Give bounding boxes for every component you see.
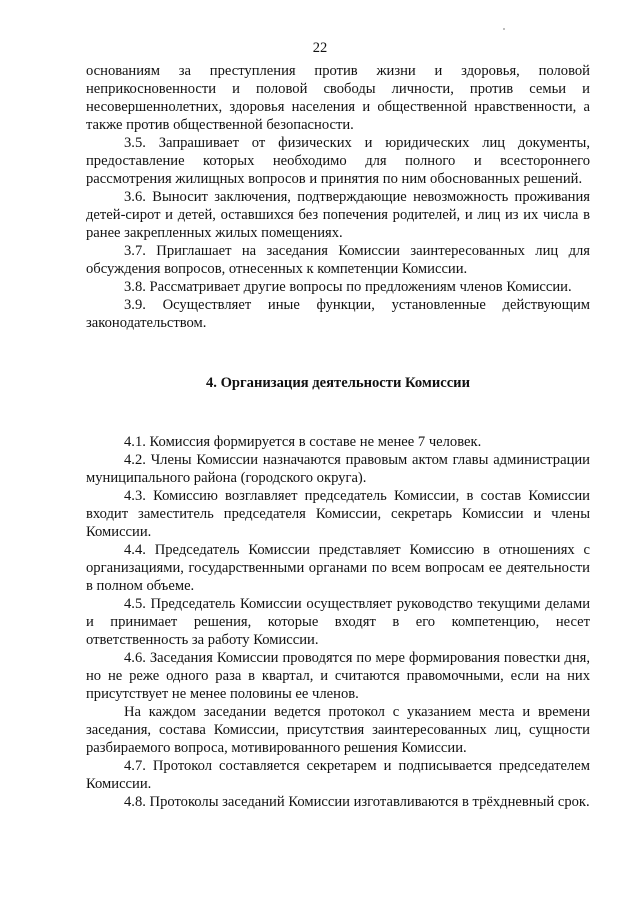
paragraph-protocol-note: На каждом заседании ведется протокол с указанием места и времени заседания, состава Комиссии, присутствия заинтересованных лиц, сущности разбираемого вопроса, мотивированного решения Комиссии. [86, 704, 590, 756]
paragraph-4-3: 4.3. Комиссию возглавляет председатель Комиссии, в состав Комиссии входит заместитель председателя Комиссии, секретарь Комиссии и члены Комиссии. [86, 488, 590, 540]
scan-speck [503, 28, 505, 30]
paragraph-4-6: 4.6. Заседания Комиссии проводятся по мере формирования повестки дня, но не реже одного раза в квартал, и считаются правомочными, если на них присутствует не менее половины ее членов. [86, 650, 590, 702]
paragraph-3-5: 3.5. Запрашивает от физических и юридических лиц документы, предоставление которых необходимо для полного и всестороннего рассмотрения жилищных вопросов и принятия по ним обоснованных решений. [86, 135, 590, 187]
document-body [86, 62, 590, 811]
paragraph-4-4: 4.4. Председатель Комиссии представляет Комиссию в отношениях с организациями, государственными органами по всем вопросам ее деятельности в полном объеме. [86, 542, 590, 594]
page-number: 22 [312, 40, 328, 56]
paragraph-3-6: 3.6. Выносит заключения, подтверждающие невозможность проживания детей-сирот и детей, оставшихся без попечения родителей, и лиц из их числа в ранее закрепленных жилых помещениях. [86, 189, 590, 241]
paragraph-4-8: 4.8. Протоколы заседаний Комиссии изготавливаются в трёхдневный срок. [124, 794, 590, 810]
paragraph-4-1: 4.1. Комиссия формируется в составе не менее 7 человек. [124, 434, 482, 450]
paragraph-4-5: 4.5. Председатель Комиссии осуществляет руководство текущими делами и принимает решения, которые входят в его компетенцию, несет ответственность за работу Комиссии. [86, 596, 590, 648]
paragraph-4-7: 4.7. Протокол составляется секретарем и подписывается председателем Комиссии. [86, 758, 590, 792]
paragraph-4-2: 4.2. Члены Комиссии назначаются правовым актом главы администрации муниципального района (городского округа). [86, 452, 590, 486]
paragraph-3-9: 3.9. Осуществляет иные функции, установленные действующим законодательством. [86, 297, 590, 331]
paragraph-3-8: 3.8. Рассматривает другие вопросы по предложениям членов Комиссии. [124, 279, 572, 295]
paragraph-3-4-continuation: основаниям за преступления против жизни и здоровья, половой неприкосновенности и половой свободы личности, против семьи и несовершеннолетних, здоровья населения и общественной нравственности, а также против общественной безопасности. [86, 63, 590, 133]
section-4-heading: 4. Организация деятельности Комиссии [205, 375, 471, 391]
paragraph-3-7: 3.7. Приглашает на заседания Комиссии заинтересованных лиц для обсуждения вопросов, отнесенных к компетенции Комиссии. [86, 243, 590, 277]
